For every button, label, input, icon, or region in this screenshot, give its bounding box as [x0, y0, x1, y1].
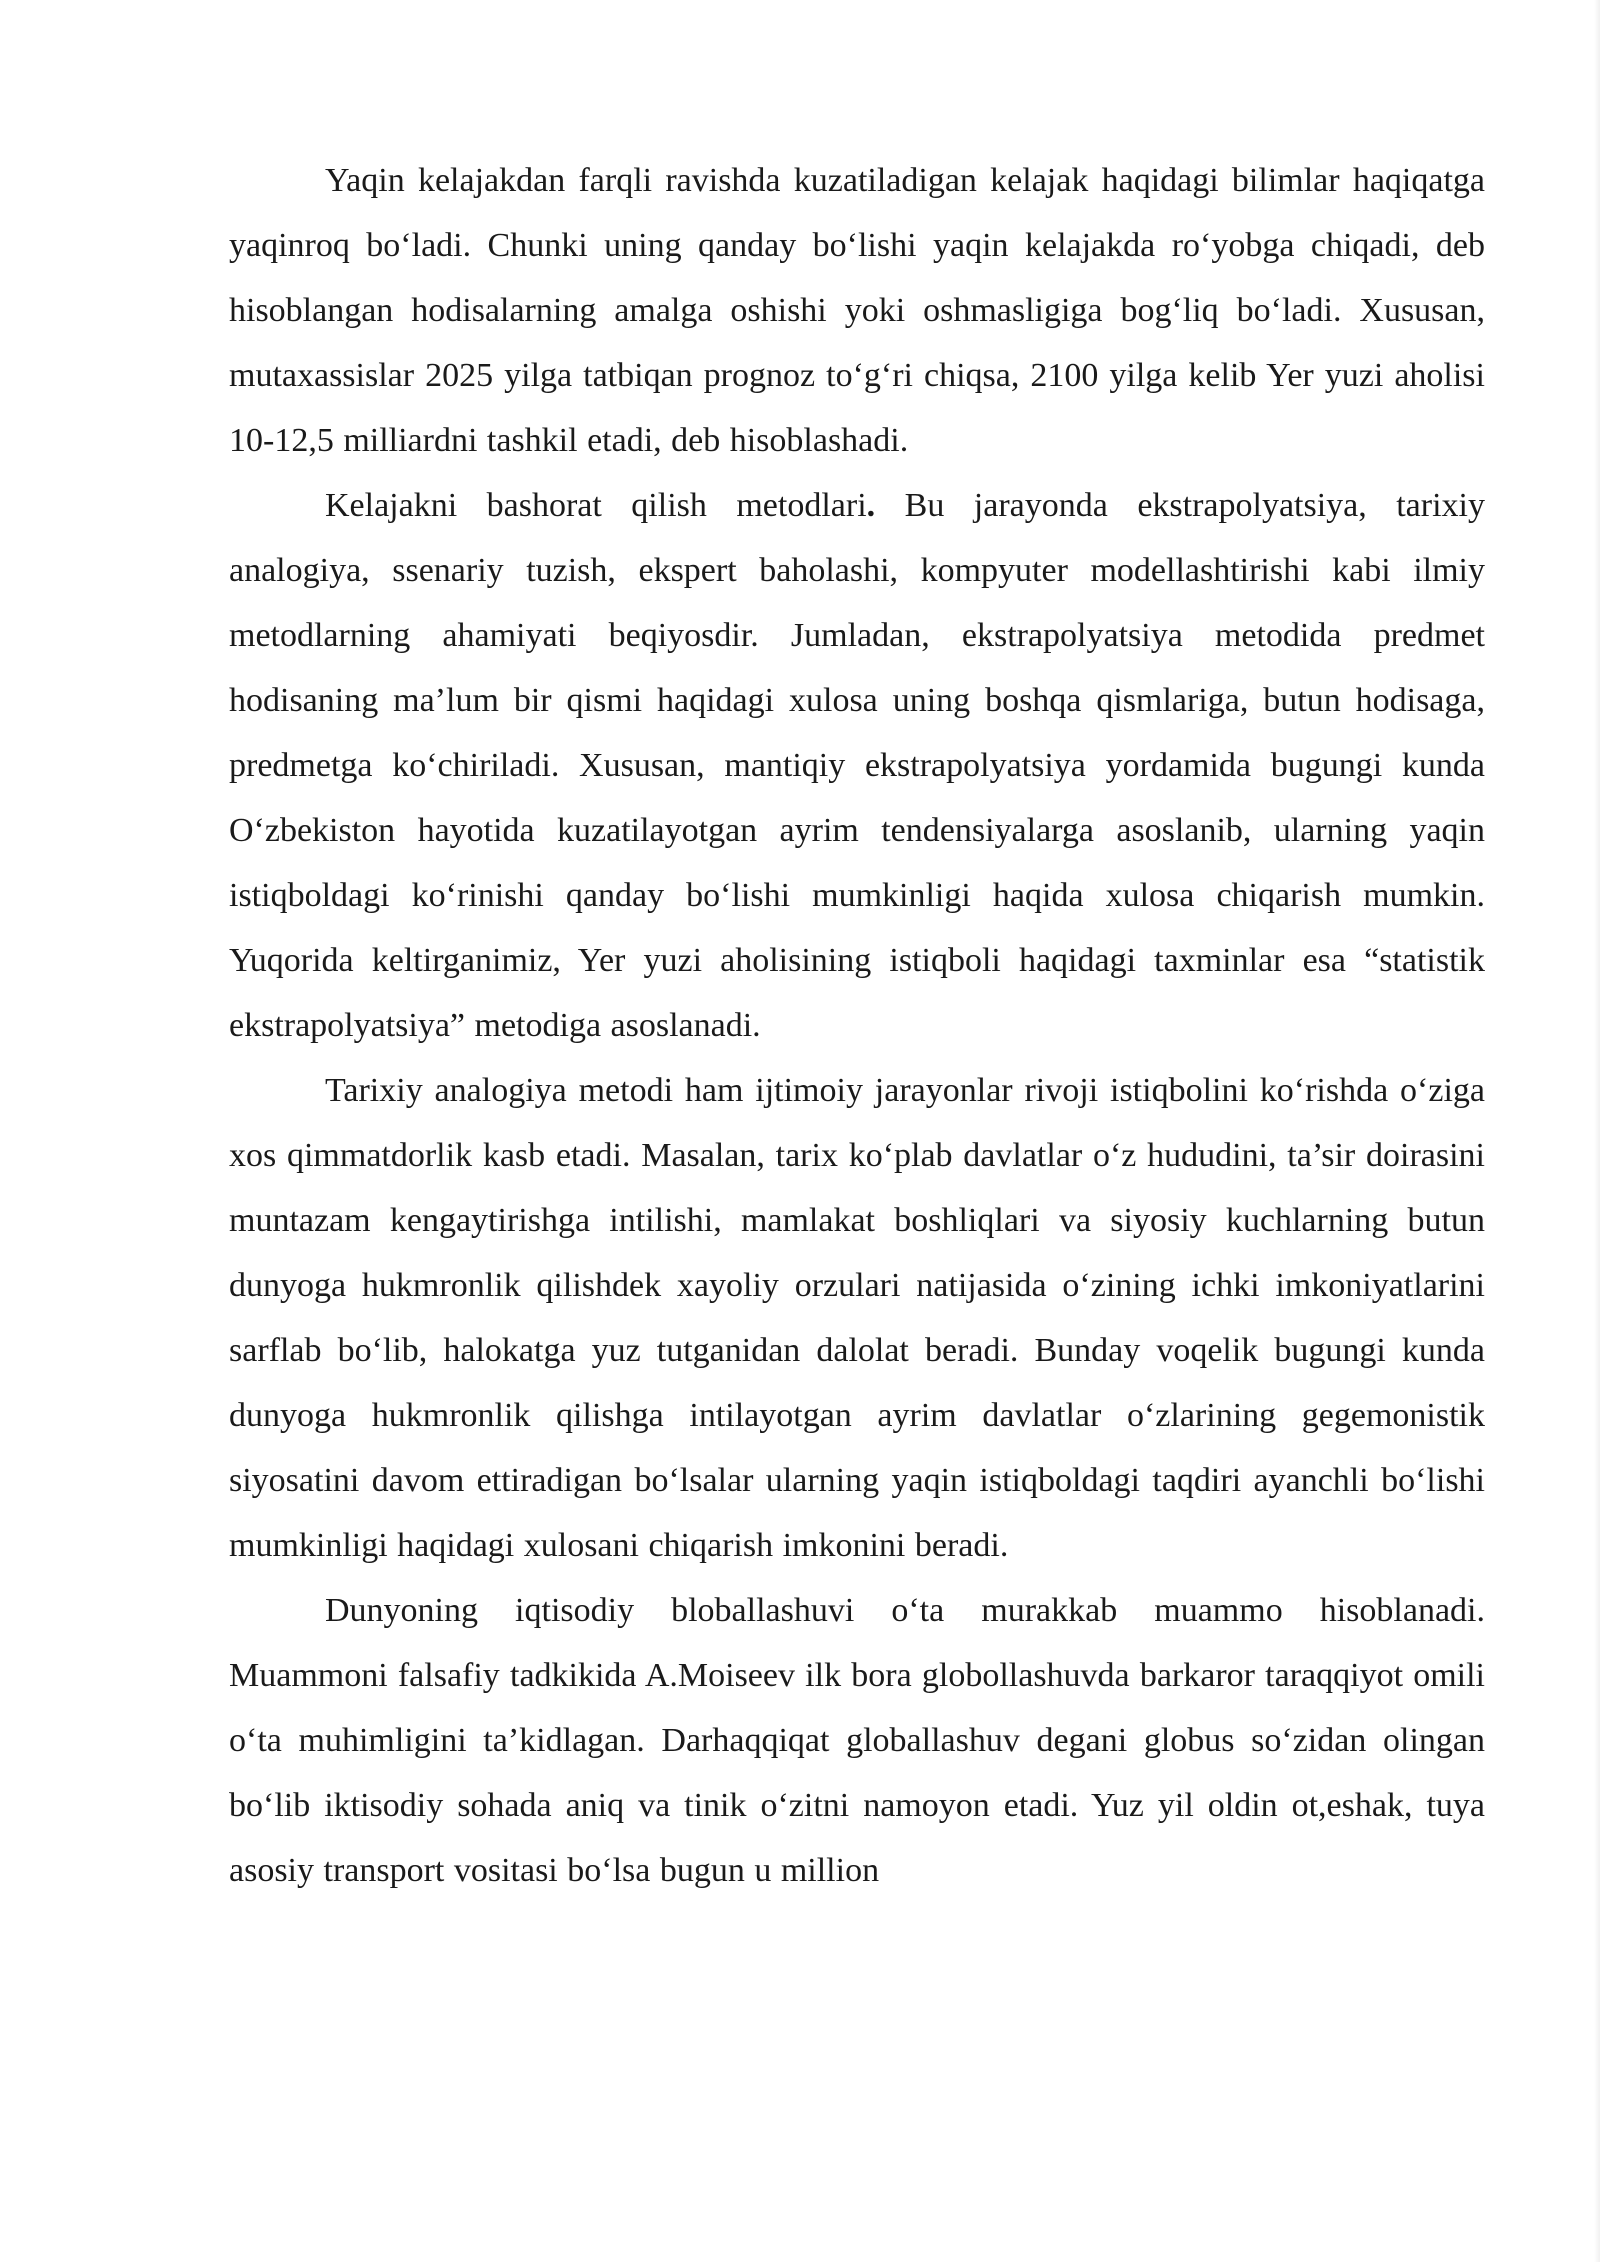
page-edge-shadow — [1594, 0, 1600, 2262]
paragraph-4-text: Dunyoning iqtisodiy bloballashuvi o‘ta murakkab muammo hisoblanadi. Muammoni falsafiy tadkikida A.Moiseev ilk bora globollashuvda barkaror taraqqiyot omili o‘ta muhimligini ta’kidlagan. Darhaqqiqat globallashuv degani globus so‘zidan olingan bo‘lib iktisodiy sohada aniq va tinik o‘zitni namoyon etadi. Yuz yil oldin ot,eshak, tuya asosiy transport vositasi bo‘lsa bugun u million — [229, 1592, 1485, 1889]
paragraph-2-lead: Kelajakni bashorat qilish metodlari — [325, 487, 867, 524]
paragraph-1-text: Yaqin kelajakdan farqli ravishda kuzatiladigan kelajak haqidagi bilimlar haqiqatga yaqinroq bo‘ladi. Chunki uning qanday bo‘lishi yaqin kelajakda ro‘yobga chiqadi, deb hisoblangan hodisalarning amalga oshishi yoki oshmasligiga bog‘liq bo‘ladi. Xususan, mutaxassislar 2025 yilga tatbiqan prognoz to‘g‘ri chiqsa, 2100 yilga kelib Yer yuzi aholisi 10-12,5 milliardni tashkil etadi, deb hisoblashadi. — [229, 162, 1485, 459]
paragraph-2 — [229, 473, 1485, 1058]
paragraph-1 — [229, 148, 1485, 473]
paragraph-2-text: Bu jarayonda ekstrapolyatsiya, tarixiy analogiya, ssenariy tuzish, ekspert baholashi, kompyuter modellashtirishi kabi ilmiy metodlarning ahamiyati beqiyosdir. Jumladan, ekstrapolyatsiya metodida predmet hodisaning ma’lum bir qismi haqidagi xulosa uning boshqa qismlariga, butun hodisaga, predmetga ko‘chiriladi. Xususan, mantiqiy ekstrapolyatsiya yordamida bugungi kunda O‘zbekiston hayotida kuzatilayotgan ayrim tendensiyalarga asoslanib, ularning yaqin istiqboldagi ko‘rinishi qanday bo‘lishi mumkinligi haqida xulosa chiqarish mumkin. Yuqorida keltirganimiz, Yer yuzi aholisining istiqboli haqidagi taxminlar esa “statistik ekstrapolyatsiya” metodiga asoslanadi. — [229, 487, 1485, 1044]
paragraph-3 — [229, 1058, 1485, 1578]
paragraph-4 — [229, 1578, 1485, 1903]
paragraph-2-lead-period: . — [866, 487, 876, 524]
paragraph-3-text: Tarixiy analogiya metodi ham ijtimoiy jarayonlar rivoji istiqbolini ko‘rishda o‘ziga xos qimmatdorlik kasb etadi. Masalan, tarix ko‘plab davlatlar o‘z hududini, ta’sir doirasini muntazam kengaytirishga intilishi, mamlakat boshliqlari va siyosiy kuchlarning butun dunyoga hukmronlik qilishdek xayoliy orzulari natijasida o‘zining ichki imkoniyatlarini sarflab bo‘lib, halokatga yuz tutganidan dalolat beradi. Bunday voqelik bugungi kunda dunyoga hukmronlik qilishga intilayotgan ayrim davlatlar o‘zlarining gegemonistik siyosatini davom ettiradigan bo‘lsalar ularning yaqin istiqboldagi taqdiri ayanchli bo‘lishi mumkinligi haqidagi xulosani chiqarish imkonini beradi. — [229, 1072, 1485, 1564]
document-body — [229, 148, 1485, 1903]
